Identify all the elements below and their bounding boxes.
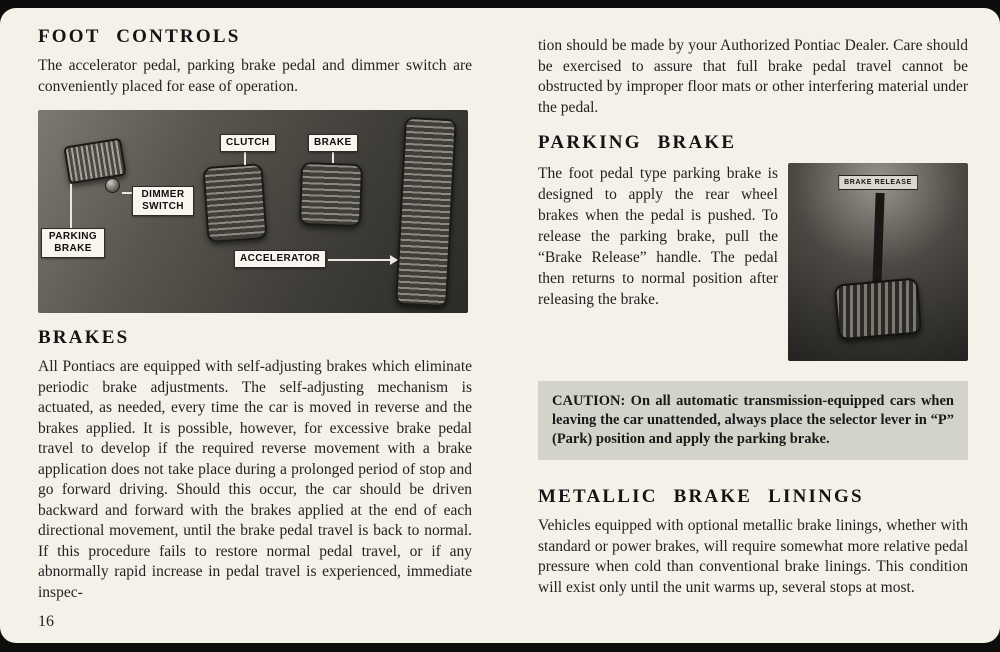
parking-brake-pedal: [63, 138, 126, 185]
leader-line: [332, 151, 334, 163]
parking-brake-pedal: [834, 277, 923, 340]
foot-controls-photo: [38, 110, 468, 313]
caution-box: CAUTION: On all automatic transmission-equipped cars when leaving the car unattended, always place the selector lever in “P” (Park) position and apply the parking brake.: [538, 381, 968, 460]
clutch-label: CLUTCH: [220, 134, 276, 152]
section-title-brakes: BRAKES: [38, 327, 130, 348]
accelerator-label: ACCELERATOR: [234, 250, 326, 268]
leader-line: [122, 192, 132, 194]
dimmer-switch-label: DIMMER SWITCH: [132, 186, 194, 216]
parking-brake-section: [538, 163, 968, 361]
metallic-linings-paragraph: Vehicles equipped with optional metallic brake linings, whether with standard or power brakes, will require somewhat more relative pedal pressure when cold than conventional brake linings. This condition will exist only until the unit warms up, several stops at most.: [538, 517, 968, 596]
continuation-paragraph: tion should be made by your Authorized Pontiac Dealer. Care should be exercised to assure that full brake pedal travel cannot be obstructed by improper floor mats or other interfering material under the pedal.: [538, 37, 968, 116]
brake-pedal: [299, 162, 363, 227]
leader-line: [70, 184, 72, 228]
right-column: [538, 22, 968, 598]
brake-pedal-arm: [872, 193, 884, 287]
foot-controls-paragraph: The accelerator pedal, parking brake pedal and dimmer switch are conveniently placed for ease of operation.: [38, 57, 472, 95]
parking-brake-photo: [788, 163, 968, 361]
paper-sheet: [0, 8, 1000, 643]
accelerator-pedal: [395, 117, 457, 307]
leader-line: [244, 151, 246, 165]
parking-brake-paragraph: The foot pedal type parking brake is designed to apply the rear wheel brakes when the pedal is pushed. To release the parking brake, pull the “Brake Release” handle. The pedal then returns to normal position after releasing the brake.: [538, 165, 778, 308]
section-title-parking-brake: PARKING BRAKE: [538, 132, 737, 153]
page-number: 16: [38, 613, 54, 630]
arrow-right-icon: [390, 255, 398, 265]
brakes-paragraph: All Pontiacs are equipped with self-adjusting brakes which eliminate periodic brake adjustments. The self-adjusting mechanism is actuated, as needed, every time the car is moved in reverse and the brakes applied. It is possible, however, for excessive brake pedal travel to develop if the required reverse movement with a brake application does not take place during a prolonged period of stop and go forward driving. Should this occur, the car should be driven backward and forward with the brakes applied at the end of each directional movement, until the brake pedal travel is back to normal. If this procedure fails to restore normal pedal travel, or if any abnormally rapid increase in pedal travel is experienced, immediate inspec-: [38, 358, 472, 601]
dimmer-switch-knob: [105, 178, 120, 193]
section-title-foot-controls: FOOT CONTROLS: [38, 26, 241, 47]
leader-line: [328, 259, 390, 261]
brake-release-label: BRAKE RELEASE: [838, 175, 918, 190]
section-title-metallic-brake-linings: METALLIC BRAKE LININGS: [538, 486, 864, 507]
left-column: [38, 26, 472, 603]
parking-brake-label: PARKING BRAKE: [41, 228, 105, 258]
clutch-pedal: [202, 163, 267, 243]
brake-label: BRAKE: [308, 134, 358, 152]
